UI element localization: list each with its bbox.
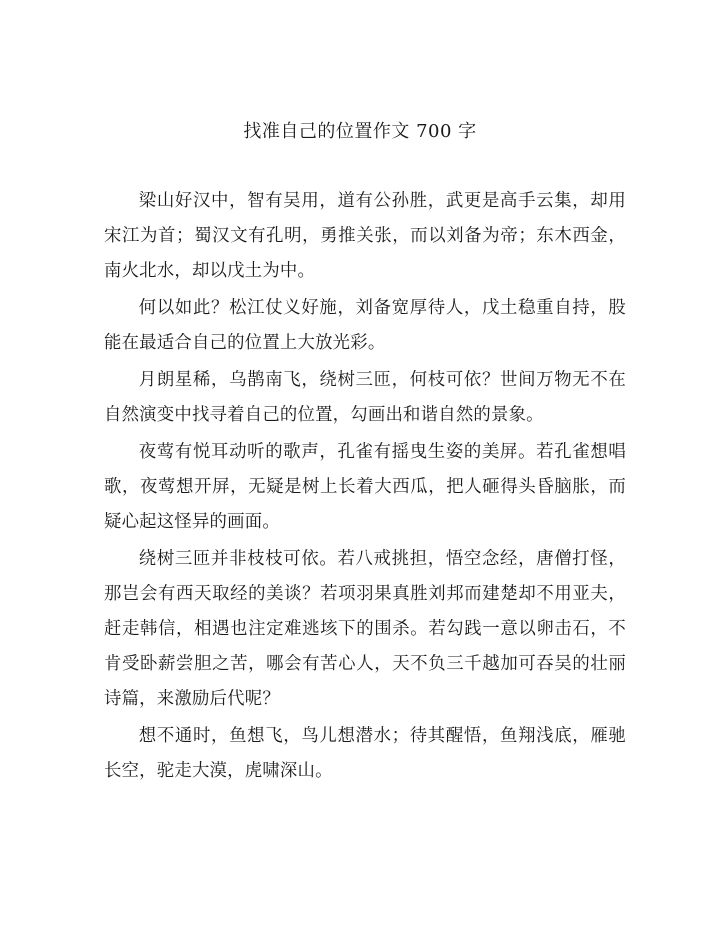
paragraph: 夜莺有悦耳动听的歌声，孔雀有摇曳生姿的美屏。若孔雀想唱歌，夜莺想开屏，无疑是树上长着大西瓜，把人砸得头昏脑胀，而疑心起这怪异的画面。 [104, 442, 626, 532]
paragraph: 想不通时，鱼想飞，鸟儿想潜水；待其醒悟，鱼翔浅底，雁驰长空，驼走大漠，虎啸深山。 [104, 726, 626, 781]
paragraph: 梁山好汉中，智有吴用，道有公孙胜，武更是高手云集，却用宋江为首；蜀汉文有孔明，勇推关张，而以刘备为帝；东木西金，南火北水，却以戊土为中。 [104, 191, 626, 281]
paragraph: 何以如此？松江仗义好施，刘备宽厚待人，戊土稳重自持，股能在最适合自己的位置上大放光彩。 [104, 298, 626, 353]
paragraph: 月朗星稀，乌鹊南飞，绕树三匝，何枝可依？世间万物无不在自然演变中找寻着自己的位置，勾画出和谐自然的景象。 [104, 370, 626, 425]
paragraph: 绕树三匝并非枝枝可依。若八戒挑担，悟空念经，唐僧打怪，那岂会有西天取经的美谈？若项羽果真胜刘邦而建楚却不用亚夫，赶走韩信，相遇也注定难逃垓下的围杀。若勾践一意以卵击石，不肯受卧薪尝胆之苦，哪会有苦心人，天不负三千越加可吞吴的壮丽诗篇，来激励后代呢？ [104, 549, 626, 709]
essay-body [104, 184, 626, 791]
page-title: 找准自己的位置作文 700 字 [243, 121, 477, 142]
